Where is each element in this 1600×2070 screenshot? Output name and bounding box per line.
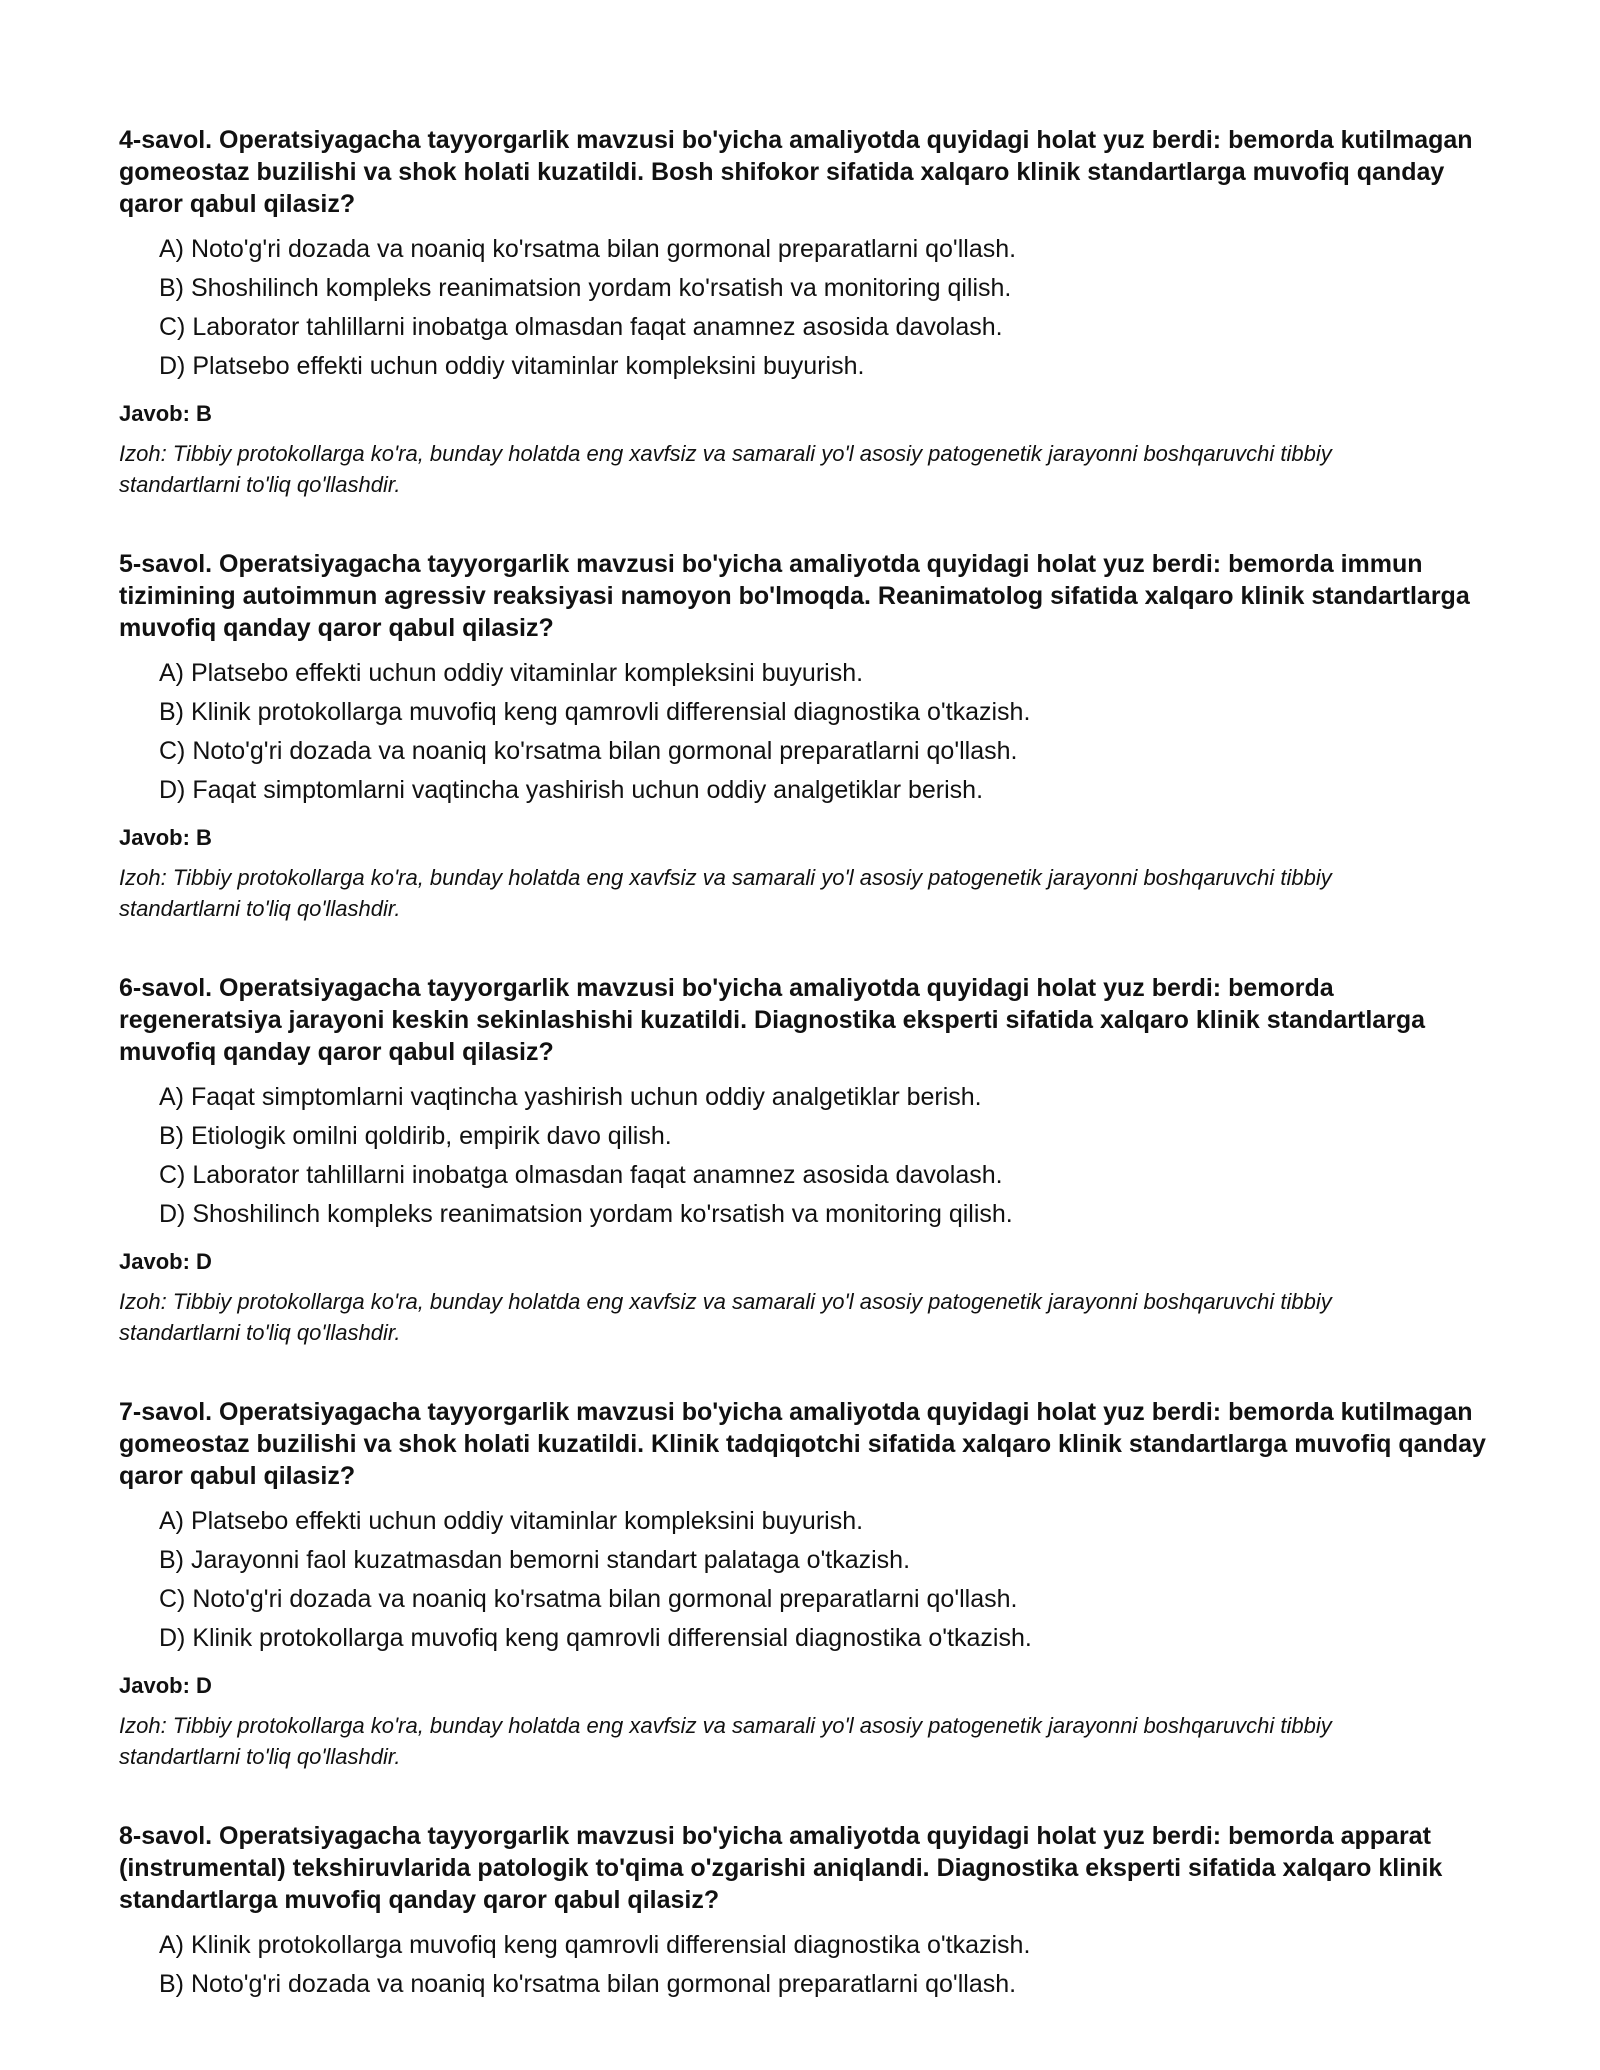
option-d: D) Klinik protokollarga muvofiq keng qamrovli differensial diagnostika o'tkazish. xyxy=(159,1624,1032,1652)
options-list xyxy=(119,1502,1499,1658)
document-page xyxy=(119,124,1499,2052)
explanation-text: Izoh: Tibbiy protokollarga ko'ra, bunday holatda eng xavfsiz va samarali yo'l asosiy patogenetik jarayonni boshqaruvchi tibbiy standartlarni to'liq qo'llashdir. xyxy=(119,441,1332,497)
explanation-text: Izoh: Tibbiy protokollarga ko'ra, bunday holatda eng xavfsiz va samarali yo'l asosiy patogenetik jarayonni boshqaruvchi tibbiy standartlarni to'liq qo'llashdir. xyxy=(119,865,1332,921)
answer-label: Javob: B xyxy=(119,401,212,426)
explanation-text: Izoh: Tibbiy protokollarga ko'ra, bunday holatda eng xavfsiz va samarali yo'l asosiy patogenetik jarayonni boshqaruvchi tibbiy standartlarni to'liq qo'llashdir. xyxy=(119,1713,1332,1769)
question-title: 8-savol. Operatsiyagacha tayyorgarlik mavzusi bo'yicha amaliyotda quyidagi holat yuz berdi: bemorda apparat (instrumental) tekshiruvlarida patologik to'qima o'zgarishi aniqlandi. Diagnostika eksperti sifatida xalqaro klinik standartlarga muvofiq qanday qaror qabul qilasiz? xyxy=(119,1822,1443,1914)
option-d: D) Platsebo effekti uchun oddiy vitaminlar kompleksini buyurish. xyxy=(159,352,865,380)
option-b: B) Klinik protokollarga muvofiq keng qamrovli differensial diagnostika o'tkazish. xyxy=(159,698,1031,726)
options-list xyxy=(119,1926,1499,2004)
question-title: 6-savol. Operatsiyagacha tayyorgarlik mavzusi bo'yicha amaliyotda quyidagi holat yuz berdi: bemorda regeneratsiya jarayoni keskin sekinlashishi kuzatildi. Diagnostika eksperti sifatida xalqaro klinik standartlarga muvofiq qanday qaror qabul qilasiz? xyxy=(119,974,1426,1066)
option-d: D) Shoshilinch kompleks reanimatsion yordam ko'rsatish va monitoring qilish. xyxy=(159,1200,1013,1228)
option-d: D) Faqat simptomlarni vaqtincha yashirish uchun oddiy analgetiklar berish. xyxy=(159,776,984,804)
option-a: A) Noto'g'ri dozada va noaniq ko'rsatma bilan gormonal preparatlarni qo'llash. xyxy=(159,235,1017,263)
answer-label: Javob: B xyxy=(119,825,212,850)
options-list xyxy=(119,230,1499,386)
option-b: B) Jarayonni faol kuzatmasdan bemorni standart palataga o'tkazish. xyxy=(159,1546,911,1574)
question-block xyxy=(119,1396,1499,1772)
question-title: 4-savol. Operatsiyagacha tayyorgarlik mavzusi bo'yicha amaliyotda quyidagi holat yuz berdi: bemorda kutilmagan gomeostaz buzilishi va shok holati kuzatildi. Bosh shifokor sifatida xalqaro klinik standartlarga muvofiq qanday qaror qabul qilasiz? xyxy=(119,126,1473,218)
question-block xyxy=(119,124,1499,500)
option-c: C) Noto'g'ri dozada va noaniq ko'rsatma bilan gormonal preparatlarni qo'llash. xyxy=(159,1585,1018,1613)
option-a: A) Faqat simptomlarni vaqtincha yashirish uchun oddiy analgetiklar berish. xyxy=(159,1083,982,1111)
answer-label: Javob: D xyxy=(119,1673,212,1698)
question-title: 7-savol. Operatsiyagacha tayyorgarlik mavzusi bo'yicha amaliyotda quyidagi holat yuz berdi: bemorda kutilmagan gomeostaz buzilishi va shok holati kuzatildi. Klinik tadqiqotchi sifatida xalqaro klinik standartlarga muvofiq qanday qaror qabul qilasiz? xyxy=(119,1398,1486,1490)
option-c: C) Noto'g'ri dozada va noaniq ko'rsatma bilan gormonal preparatlarni qo'llash. xyxy=(159,737,1018,765)
question-block xyxy=(119,1820,1499,2004)
option-c: C) Laborator tahlillarni inobatga olmasdan faqat anamnez asosida davolash. xyxy=(159,313,1003,341)
options-list xyxy=(119,654,1499,810)
option-a: A) Klinik protokollarga muvofiq keng qamrovli differensial diagnostika o'tkazish. xyxy=(159,1931,1031,1959)
explanation-text: Izoh: Tibbiy protokollarga ko'ra, bunday holatda eng xavfsiz va samarali yo'l asosiy patogenetik jarayonni boshqaruvchi tibbiy standartlarni to'liq qo'llashdir. xyxy=(119,1289,1332,1345)
option-a: A) Platsebo effekti uchun oddiy vitaminlar kompleksini buyurish. xyxy=(159,1507,864,1535)
option-b: B) Noto'g'ri dozada va noaniq ko'rsatma bilan gormonal preparatlarni qo'llash. xyxy=(159,1970,1017,1998)
question-block xyxy=(119,972,1499,1348)
option-a: A) Platsebo effekti uchun oddiy vitaminlar kompleksini buyurish. xyxy=(159,659,864,687)
options-list xyxy=(119,1078,1499,1234)
question-title: 5-savol. Operatsiyagacha tayyorgarlik mavzusi bo'yicha amaliyotda quyidagi holat yuz berdi: bemorda immun tizimining autoimmun agressiv reaksiyasi namoyon bo'lmoqda. Reanimatolog sifatida xalqaro klinik standartlarga muvofiq qanday qaror qabul qilasiz? xyxy=(119,550,1470,642)
question-block xyxy=(119,548,1499,924)
option-b: B) Shoshilinch kompleks reanimatsion yordam ko'rsatish va monitoring qilish. xyxy=(159,274,1012,302)
option-b: B) Etiologik omilni qoldirib, empirik davo qilish. xyxy=(159,1122,672,1150)
answer-label: Javob: D xyxy=(119,1249,212,1274)
option-c: C) Laborator tahlillarni inobatga olmasdan faqat anamnez asosida davolash. xyxy=(159,1161,1003,1189)
